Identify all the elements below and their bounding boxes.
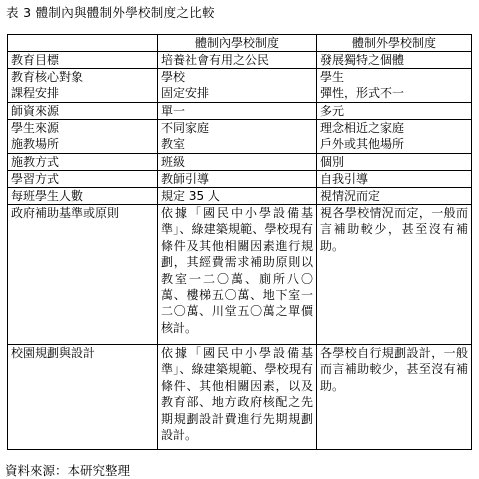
table-row [8,120,472,154]
table-row [8,188,472,205]
header-outside-system: 體制外學校制度 [317,35,472,52]
outside-cell: 多元 [317,103,472,120]
outside-cell: 個別 [317,154,472,171]
outside-cell: 發展獨特之個體 [317,52,472,69]
table-row [8,52,472,69]
header-blank-cell [8,35,158,52]
inside-cell: 班級 [158,154,317,171]
inside-cell: 培養社會有用之公民 [158,52,317,69]
inside-cell: 依據「國民中小學設備基準」、綠建築規範、學校現有條件、其他相關因素，以及教育部、地方政府核配之先期規劃設計費進行先期規劃設計。 [158,345,317,450]
outside-cell: 自我引導 [317,171,472,188]
table-row [8,171,472,188]
table-row [8,103,472,120]
table-row [8,345,472,450]
inside-cell: 學校 固定安排 [158,69,317,103]
outside-cell: 學生 彈性，形式不一 [317,69,472,103]
source-note: 資料來源：本研究整理 [5,463,131,478]
outside-cell: 各學校自行規劃設計，一般而言補助較少，甚至沒有補助。 [317,345,472,450]
outside-cell: 視情況而定 [317,188,472,205]
table-row [8,154,472,171]
row-label: 校園規劃與設計 [8,345,158,450]
row-label: 教育核心對象 課程安排 [8,69,158,103]
table-row [8,69,472,103]
outside-cell: 視各學校情況而定，一般而言補助較少，甚至沒有補助。 [317,205,472,345]
inside-cell: 規定 35 人 [158,188,317,205]
comparison-table [7,34,472,450]
row-label: 學生來源 施教場所 [8,120,158,154]
row-label: 學習方式 [8,171,158,188]
inside-cell: 教師引導 [158,171,317,188]
table-row [8,205,472,345]
inside-cell: 不同家庭 教室 [158,120,317,154]
header-inside-system: 體制內學校制度 [158,35,317,52]
row-label: 每班學生人數 [8,188,158,205]
header-row [8,35,472,52]
outside-cell: 理念相近之家庭 戶外或其他場所 [317,120,472,154]
row-label: 教育目標 [8,52,158,69]
row-label: 政府補助基準或原則 [8,205,158,345]
table-caption: 表 3 體制內與體制外學校制度之比較 [6,5,215,20]
inside-cell: 單一 [158,103,317,120]
inside-cell: 依據「國民中小學設備基準」、綠建築規範、學校現有條件及其他相關因素進行規劃，其經費需求補助原則以教室一二〇萬、廁所八〇萬、樓梯五〇萬、地下室一二〇萬、川堂五〇萬之單價核計。 [158,205,317,345]
row-label: 施教方式 [8,154,158,171]
row-label: 師資來源 [8,103,158,120]
